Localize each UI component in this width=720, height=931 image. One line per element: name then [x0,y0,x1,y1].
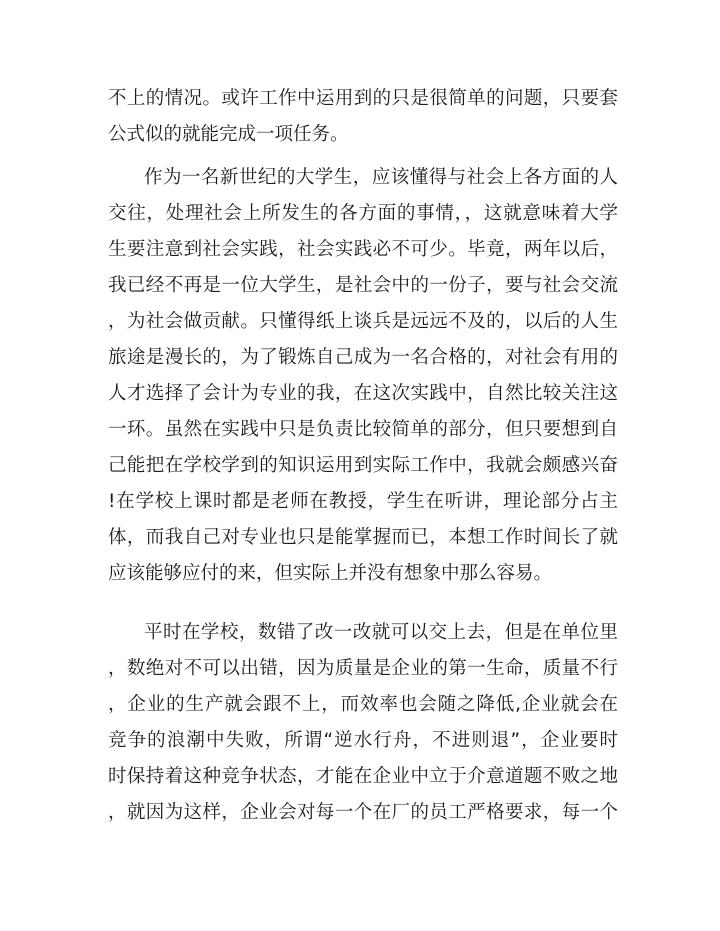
text-line: 旅途是漫长的，为了锻炼自己成为一名合格的，对社会有用的 [108,347,618,368]
text-line: 不上的情况。或许工作中运用到的只是很简单的问题，只要套 [108,88,618,109]
text-line: 一环。虽然在实践中只是负责比较简单的部分，但只要想到自 [108,419,618,440]
text-line: 人才选择了会计为专业的我，在这次实践中，自然比较关注这 [108,383,618,404]
text-line: 公式似的就能完成一项任务。 [108,124,349,145]
text-line: ，为社会做贡献。只懂得纸上谈兵是远远不及的，以后的人生 [108,311,618,332]
text-line: 平时在学校，数错了改一改就可以交上去，但是在单位里 [144,622,618,643]
text-line: 应该能够应付的来，但实际上并没有想象中那么容易。 [108,563,553,584]
text-line: ，就因为这样，企业会对每一个在厂的员工严格要求，每一个 [108,802,618,823]
text-line: 己能把在学校学到的知识运用到实际工作中，我就会颇感兴奋 [108,455,618,476]
text-line: 竞争的浪潮中失败，所谓“逆水行舟，不进则退”，企业要时 [108,730,618,751]
text-line: 作为一名新世纪的大学生，应该懂得与社会上各方面的人 [144,167,618,188]
text-line: 体，而我自己对专业也只是能掌握而已，本想工作时间长了就 [108,527,618,548]
text-line: 时保持着这种竞争状态，才能在企业中立于介意道题不败之地 [108,766,618,787]
text-line: ，企业的生产就会跟不上，而效率也会随之降低,企业就会在 [108,694,618,715]
text-line: ，数绝对不可以出错，因为质量是企业的第一生命，质量不行 [108,658,618,679]
text-line: 我已经不再是一位大学生，是社会中的一份子，要与社会交流 [108,275,618,296]
text-line: 交往，处理社会上所发生的各方面的事情，，这就意味着大学 [108,203,618,224]
text-line: !在学校上课时都是老师在教授，学生在听讲，理论部分占主 [108,491,618,512]
text-line: 生要注意到社会实践，社会实践必不可少。毕竟，两年以后， [108,239,618,260]
